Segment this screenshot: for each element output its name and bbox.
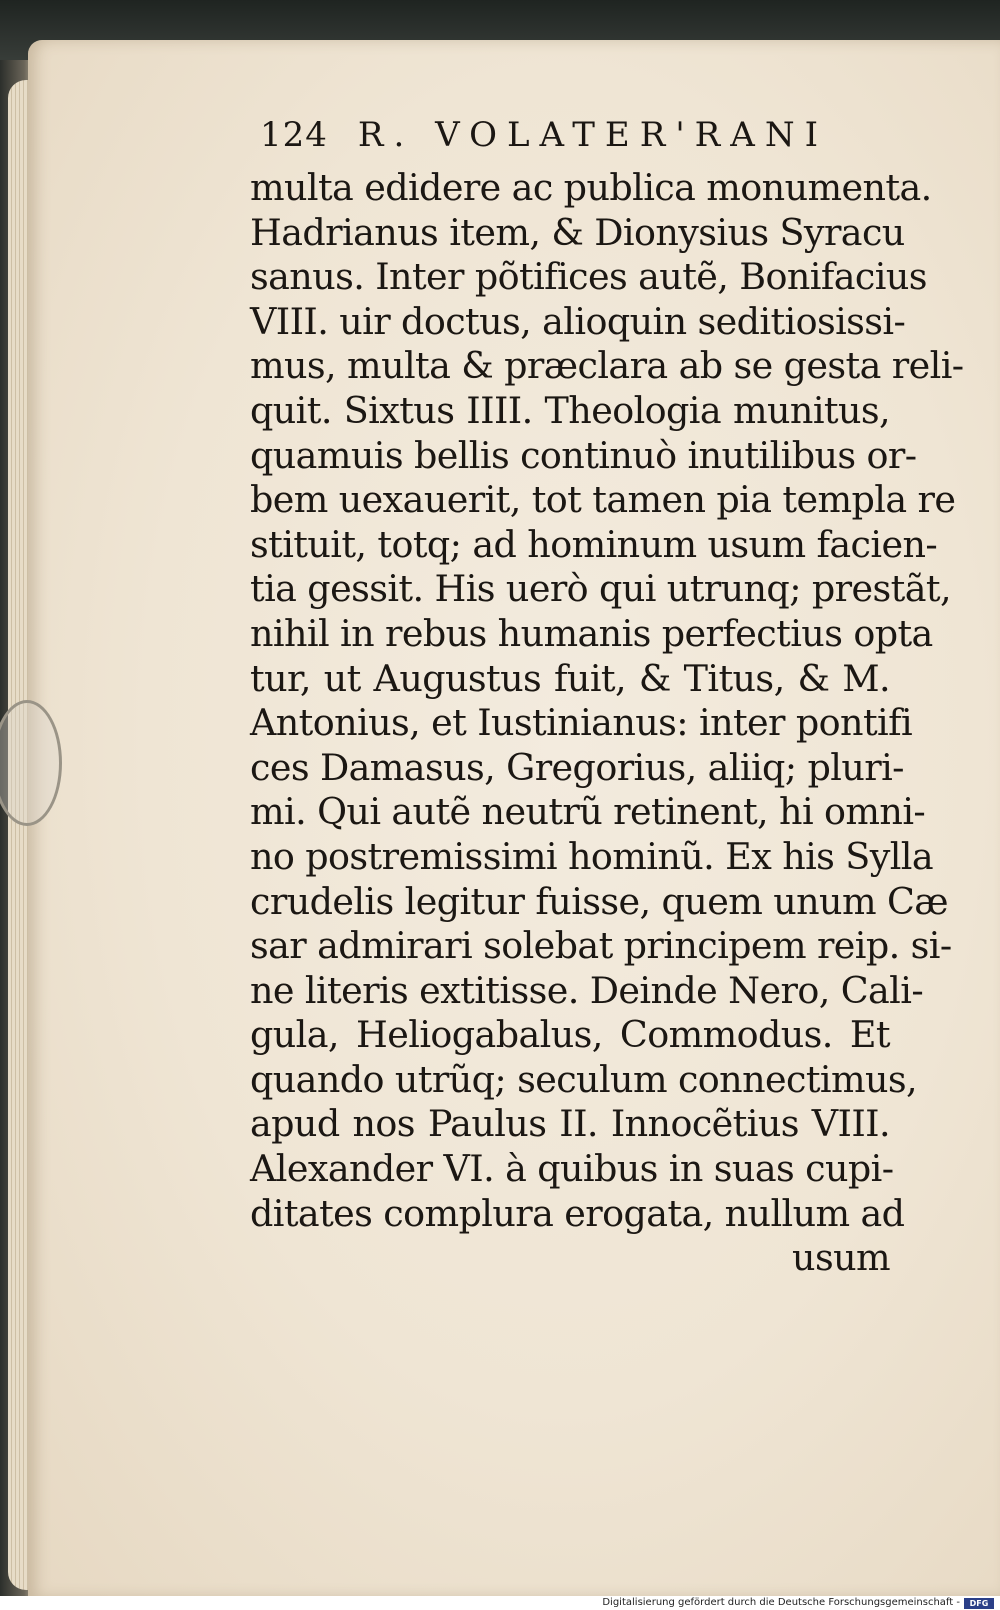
text-line: ne literis extitisse. Deinde Nero, Cali-	[250, 968, 924, 1012]
text-line: VIII. uir doctus, alioquin seditiosissi-	[250, 299, 906, 343]
text-line: no postremissimi hominũ. Ex his Sylla	[250, 834, 934, 878]
text-line: Alexander VI. à quibus in suas cupi-	[250, 1147, 894, 1191]
text-line: tur, ut Augustus fuit, & Titus, & M.	[250, 656, 890, 700]
text-line: tia gessit. His uerò qui utrunq; prestãt,	[250, 567, 951, 611]
text-line: quit. Sixtus IIII. Theologia munitus,	[250, 388, 890, 432]
text-line: stituit, totq; ad hominum usum facien-	[250, 522, 938, 566]
text-line: multa edidere ac publica monumenta.	[250, 166, 932, 209]
running-head	[260, 110, 880, 160]
dfg-logo: DFG	[964, 1598, 994, 1609]
body-text	[250, 166, 964, 1281]
book-page	[28, 40, 1000, 1598]
text-line: apud nos Paulus II. Innocẽtius VIII.	[250, 1102, 890, 1146]
text-line: ditates complura erogata, nullum ad	[250, 1191, 905, 1235]
text-line: sar admirari solebat principem reip. si-	[250, 924, 952, 968]
text-line: mi. Qui autẽ neutrũ retinent, hi omni-	[250, 790, 926, 834]
page-number: 124	[260, 115, 328, 155]
text-line: gula, Heliogabalus, Commodus. Et	[250, 1013, 890, 1057]
text-line: sanus. Inter põtifices autẽ, Bonifacius	[250, 255, 927, 299]
text-line: mus, multa & præclara ab se gesta reli-	[250, 344, 964, 388]
text-line: bem uexauerit, tot tamen pia templa re	[250, 478, 956, 522]
text-line: crudelis legitur fuisse, quem unum Cæ	[250, 879, 948, 923]
text-line: Hadrianus item, & Dionysius Syracu	[250, 210, 905, 254]
catchword: usum	[792, 1236, 890, 1280]
running-head-title: R. VOLATER'RANI	[357, 115, 829, 155]
text-line: nihil in rebus humanis perfectius opta	[250, 611, 933, 655]
text-line: ces Damasus, Gregorius, aliiq; pluri-	[250, 745, 904, 789]
digitization-credit: Digitalisierung gefördert durch die Deutsche Forschungsgemeinschaft -	[602, 1597, 960, 1608]
page-text-block	[28, 40, 1000, 1598]
text-line: Antonius, et Iustinianus: inter pontifi	[250, 701, 913, 745]
text-line: quamuis bellis continuò inutilibus or-	[250, 433, 917, 477]
text-line: quando utrũq; seculum connectimus,	[250, 1057, 918, 1101]
